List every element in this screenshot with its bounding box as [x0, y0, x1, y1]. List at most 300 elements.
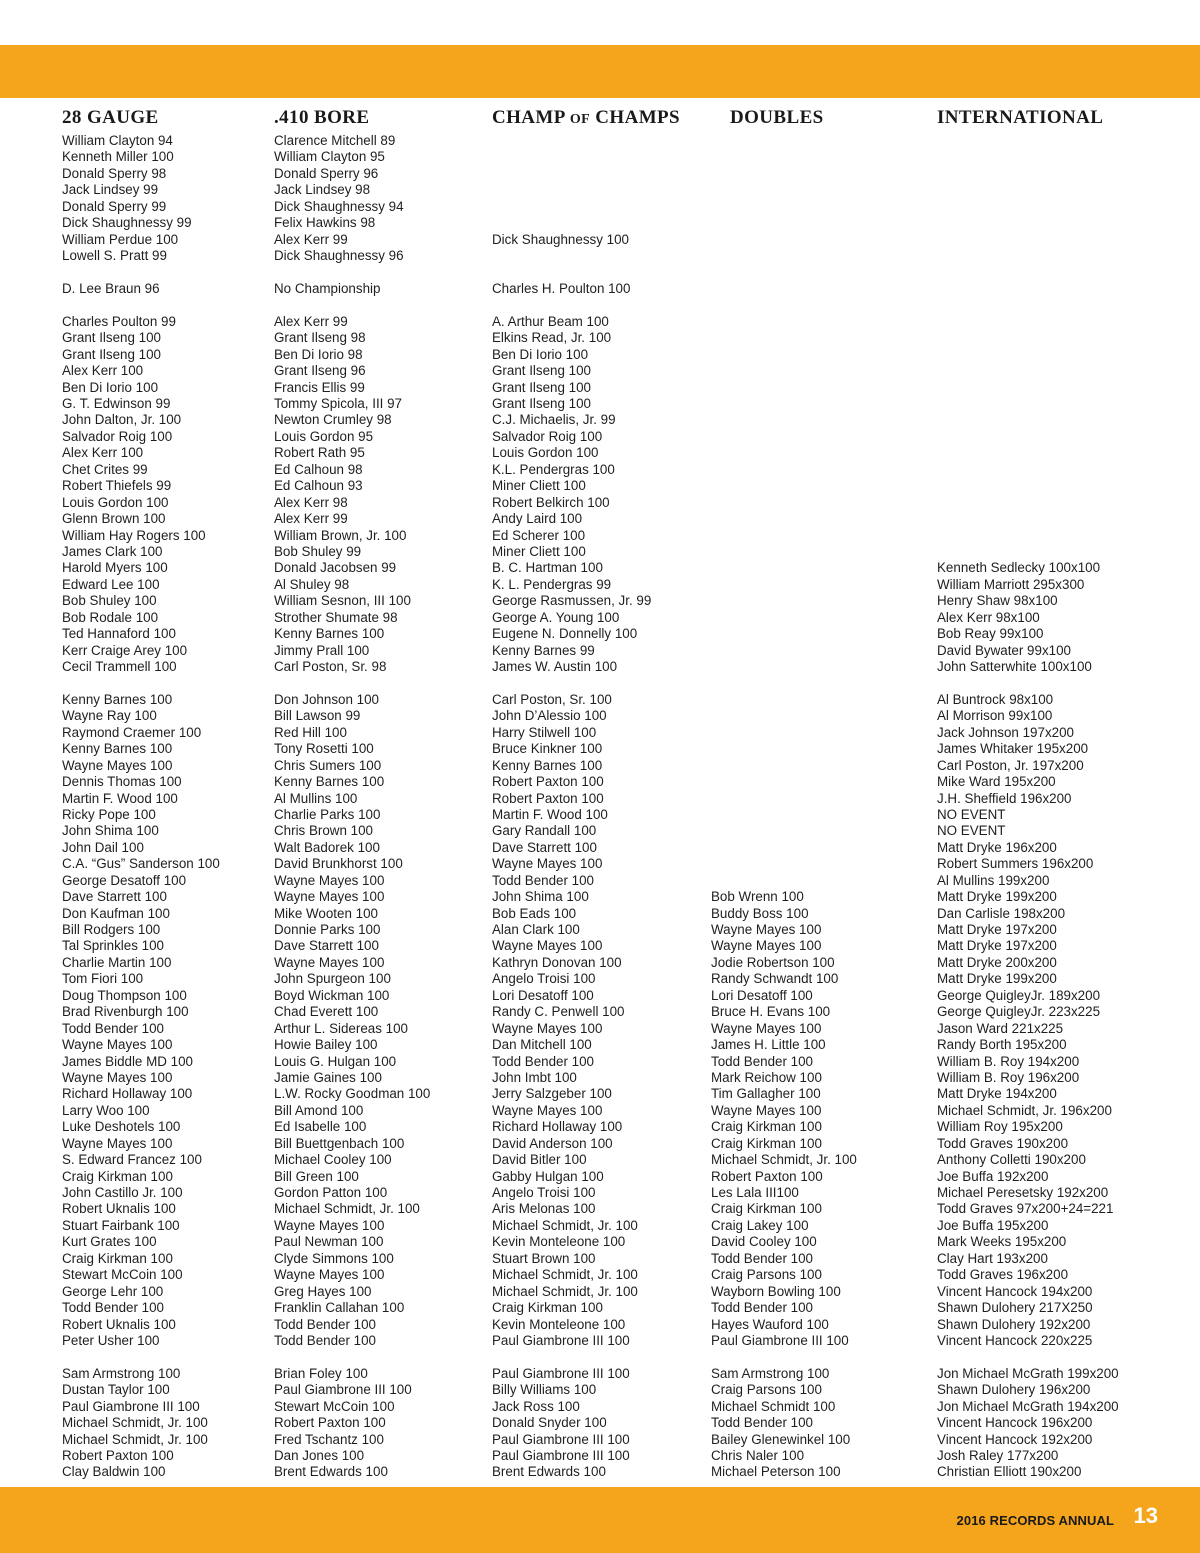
record-entry: Shawn Dulohery 196x200 [937, 1382, 1091, 1398]
record-entry: Sam Armstrong 100 [62, 1365, 181, 1381]
record-entry: Randy Borth 195x200 [937, 1037, 1067, 1053]
record-entry: Robert Paxton 100 [711, 1168, 823, 1184]
record-entry: Raymond Craemer 100 [62, 724, 202, 740]
record-entry: Angelo Troisi 100 [492, 1185, 596, 1200]
record-entry: Michael Schmidt, Jr. 100 [492, 1217, 638, 1233]
record-entry: Wayborn Bowling 100 [711, 1283, 841, 1299]
record-entry: Charlie Parks 100 [274, 806, 381, 822]
record-entry: Matt Dryke 194x200 [937, 1086, 1057, 1102]
record-entry: Craig Kirkman 100 [711, 1119, 822, 1135]
record-entry: Joe Buffa 195x200 [937, 1217, 1049, 1233]
record-entry: Newton Crumley 98 [274, 412, 392, 428]
record-entry: Ed Scherer 100 [492, 527, 586, 543]
record-entry: Al Shuley 98 [274, 576, 350, 592]
record-entry: Lori Desatoff 100 [492, 987, 594, 1003]
record-entry: Wayne Mayes 100 [274, 889, 385, 905]
record-entry: Vincent Hancock 196x200 [937, 1415, 1093, 1431]
record-entry: Randy C. Penwell 100 [492, 1004, 625, 1020]
record-entry: Wayne Mayes 100 [492, 1020, 603, 1036]
blank-row [711, 708, 857, 724]
record-entry: Gabby Hulgan 100 [492, 1168, 604, 1184]
record-entry: Bill Lawson 99 [274, 708, 361, 724]
record-entry: Grant Ilseng 100 [492, 363, 592, 379]
record-entry: Kenny Barnes 100 [274, 774, 385, 790]
record-entry: William Perdue 100 [62, 231, 179, 247]
record-entry: Bob Eads 100 [492, 905, 577, 921]
record-entry: Mark Reichow 100 [711, 1069, 822, 1085]
record-entry: Craig Parsons 100 [711, 1382, 822, 1398]
record-entry: Alex Kerr 100 [62, 363, 144, 379]
record-entry: David Bitler 100 [492, 1152, 587, 1168]
record-entry: Dave Starrett 100 [62, 889, 167, 905]
record-entry: Jason Ward 221x225 [937, 1020, 1064, 1036]
record-entry: Louis G. Hulgan 100 [274, 1053, 397, 1069]
record-entry: William Clayton 95 [274, 149, 385, 165]
record-entry: Jack Lindsey 98 [274, 182, 371, 198]
record-entry: Wayne Ray 100 [62, 708, 157, 724]
record-entry: Brian Foley 100 [274, 1365, 368, 1381]
blank-row [711, 462, 857, 478]
record-entry: Red Hill 100 [274, 724, 347, 740]
record-entry: Todd Graves 190x200 [937, 1135, 1069, 1151]
blank-row [492, 265, 680, 281]
blank-row [492, 149, 680, 165]
record-entry: William Roy 195x200 [937, 1119, 1063, 1135]
record-entry: Todd Bender 100 [711, 1250, 813, 1266]
record-entry: A. Arthur Beam 100 [492, 313, 609, 329]
record-entry: Ben Di Iorio 98 [274, 346, 363, 362]
record-entry: Dustan Taylor 100 [62, 1382, 170, 1398]
record-entry: Josh Raley 177x200 [937, 1448, 1059, 1463]
record-entry: James Clark 100 [62, 543, 163, 559]
blank-row [711, 856, 857, 872]
record-entry: Wayne Mayes 100 [492, 856, 603, 872]
record-entry: George Rasmussen, Jr. 99 [492, 593, 652, 609]
record-entry: Joe Buffa 192x200 [937, 1168, 1049, 1184]
record-entry: Robert Paxton 100 [492, 774, 604, 790]
record-entry: Wayne Mayes 100 [62, 1135, 173, 1151]
blank-row [492, 297, 680, 313]
record-entry: John Castillo Jr. 100 [62, 1185, 183, 1200]
record-entry: Anthony Colletti 190x200 [937, 1152, 1086, 1168]
record-entry: NO EVENT [937, 823, 1006, 839]
record-entry: Jon Michael McGrath 199x200 [937, 1365, 1119, 1381]
record-entry: Michael Peterson 100 [711, 1464, 841, 1480]
record-entry: Bob Reay 99x100 [937, 626, 1044, 642]
column-rows [492, 133, 680, 1481]
record-entry: George Lehr 100 [62, 1283, 164, 1299]
blank-row [937, 363, 1119, 379]
record-entry: Michael Schmidt, Jr. 100 [492, 1283, 638, 1299]
record-entry: Miner Cliett 100 [492, 543, 586, 559]
record-entry: Wayne Mayes 100 [62, 757, 173, 773]
blank-row [937, 478, 1119, 494]
column-header-international: INTERNATIONAL [937, 107, 1104, 128]
record-entry: Grant Ilseng 100 [62, 346, 162, 362]
record-entry: Walt Badorek 100 [274, 839, 380, 855]
record-entry: Clarence Mitchell 89 [274, 133, 396, 148]
record-entry: Bob Wrenn 100 [711, 889, 804, 905]
blank-row [711, 314, 857, 330]
blank-row [711, 429, 857, 445]
record-entry: William B. Roy 194x200 [937, 1053, 1080, 1069]
record-entry: Alex Kerr 98x100 [937, 609, 1040, 625]
blank-row [937, 248, 1119, 264]
blank-row [937, 445, 1119, 461]
blank-row [711, 823, 857, 839]
record-entry: Dave Starrett 100 [274, 938, 379, 954]
record-entry: David Anderson 100 [492, 1135, 613, 1151]
blank-row [711, 182, 857, 198]
blank-row [937, 544, 1119, 560]
record-entry: Todd Bender 100 [274, 1332, 376, 1348]
record-entry: Chet Crites 99 [62, 461, 148, 477]
record-entry: Peter Usher 100 [62, 1332, 160, 1348]
record-entry: Elkins Read, Jr. 100 [492, 330, 612, 346]
blank-row [711, 643, 857, 659]
blank-row [937, 675, 1119, 691]
record-entry: Bill Green 100 [274, 1168, 359, 1184]
record-entry: Michael Schmidt, Jr. 100 [711, 1152, 857, 1168]
record-entry: Matt Dryke 197x200 [937, 938, 1057, 954]
record-entry: Hayes Wauford 100 [711, 1316, 829, 1332]
record-entry: William Clayton 94 [62, 133, 173, 148]
blank-row [711, 659, 857, 675]
record-entry: Chris Brown 100 [274, 823, 373, 839]
record-entry: Michael Schmidt, Jr. 100 [492, 1267, 638, 1283]
blank-row [937, 182, 1119, 198]
record-entry: Grant Ilseng 100 [492, 379, 592, 395]
record-entry: Grant Ilseng 100 [62, 330, 162, 346]
record-entry: Don Kaufman 100 [62, 905, 170, 921]
record-entry: Alex Kerr 100 [62, 445, 144, 461]
record-entry: James W. Austin 100 [492, 659, 618, 674]
header-part: CHAMP [492, 107, 570, 128]
blank-row [711, 1349, 857, 1365]
record-entry: Todd Bender 100 [62, 1020, 164, 1036]
blank-row [937, 396, 1119, 412]
record-entry: Dennis Thomas 100 [62, 774, 182, 790]
record-entry: G. T. Edwinson 99 [62, 396, 171, 411]
blank-row [711, 840, 857, 856]
record-entry: Vincent Hancock 192x200 [937, 1431, 1093, 1447]
record-entry: Grant Ilseng 98 [274, 330, 366, 346]
blank-row [62, 675, 220, 691]
blank-row [711, 528, 857, 544]
record-entry: Michael Peresetsky 192x200 [937, 1185, 1109, 1200]
record-entry: Harold Myers 100 [62, 560, 168, 576]
record-entry: William Sesnon, III 100 [274, 593, 411, 609]
column-rows [711, 133, 857, 1481]
blank-row [711, 412, 857, 428]
blank-row [711, 199, 857, 215]
record-entry: Carl Poston, Jr. 197x200 [937, 757, 1084, 773]
record-entry: Richard Hollaway 100 [62, 1086, 193, 1102]
record-entry: William Marriott 295x300 [937, 576, 1085, 592]
blank-row [711, 511, 857, 527]
record-entry: Michael Schmidt, Jr. 196x200 [937, 1102, 1112, 1118]
record-entry: Dave Starrett 100 [492, 839, 597, 855]
record-entry: Todd Bender 100 [711, 1415, 813, 1431]
record-entry: Ben Di Iorio 100 [62, 379, 159, 395]
record-entry: Wayne Mayes 100 [711, 938, 822, 954]
blank-row [937, 314, 1119, 330]
record-entry: William Brown, Jr. 100 [274, 527, 407, 543]
record-entry: Glenn Brown 100 [62, 511, 166, 527]
blank-row [274, 675, 430, 691]
blank-row [937, 1349, 1119, 1365]
blank-row [711, 610, 857, 626]
record-entry: Tony Rosetti 100 [274, 741, 374, 757]
record-entry: Robert Uknalis 100 [62, 1201, 176, 1217]
record-entry: Charlie Martin 100 [62, 954, 172, 970]
column-rows [274, 133, 430, 1481]
record-entry: Clay Baldwin 100 [62, 1464, 166, 1480]
record-entry: Paul Giambrone III 100 [492, 1448, 630, 1463]
record-entry: Christian Elliott 190x200 [937, 1464, 1082, 1480]
record-entry: Dan Carlisle 198x200 [937, 905, 1066, 921]
record-entry: Ed Calhoun 98 [274, 461, 363, 477]
blank-row [711, 265, 857, 281]
record-entry: Dick Shaughnessy 99 [62, 215, 192, 231]
blank-row [711, 166, 857, 182]
record-entry: Martin F. Wood 100 [492, 806, 608, 822]
record-entry: Buddy Boss 100 [711, 905, 809, 921]
record-entry: Wayne Mayes 100 [711, 922, 822, 937]
header-band [0, 45, 1200, 98]
record-entry: Bob Rodale 100 [62, 609, 159, 625]
blank-row [711, 215, 857, 231]
record-entry: Strother Shumate 98 [274, 609, 398, 625]
record-entry: Matt Dryke 199x200 [937, 971, 1057, 987]
blank-row [711, 725, 857, 741]
record-entry: C.J. Michaelis, Jr. 99 [492, 412, 616, 428]
blank-row [711, 807, 857, 823]
record-entry: Kenneth Sedlecky 100x100 [937, 560, 1101, 576]
blank-row [937, 166, 1119, 182]
blank-row [711, 758, 857, 774]
column-champ-of-champs [492, 106, 680, 1481]
record-entry: Charles Poulton 99 [62, 313, 176, 329]
record-entry: Robert Thiefels 99 [62, 478, 172, 494]
record-entry: Kevin Monteleone 100 [492, 1234, 626, 1250]
blank-row [711, 560, 857, 576]
record-entry: David Cooley 100 [711, 1234, 817, 1250]
record-entry: Lori Desatoff 100 [711, 987, 813, 1003]
blank-row [937, 511, 1119, 527]
blank-row [711, 675, 857, 691]
record-entry: Cecil Trammell 100 [62, 659, 177, 674]
record-entry: Felix Hawkins 98 [274, 215, 376, 231]
record-entry: Louis Gordon 95 [274, 428, 374, 444]
record-entry: Chris Naler 100 [711, 1448, 805, 1463]
record-entry: Clyde Simmons 100 [274, 1250, 394, 1266]
record-entry: John Shima 100 [62, 823, 159, 839]
record-entry: Arthur L. Sidereas 100 [274, 1020, 408, 1036]
record-entry: Donnie Parks 100 [274, 922, 381, 937]
blank-row [711, 445, 857, 461]
record-entry: Todd Bender 100 [62, 1300, 164, 1316]
record-entry: Michael Schmidt, Jr. 100 [62, 1415, 208, 1431]
blank-row [62, 265, 220, 281]
record-entry: Randy Schwandt 100 [711, 971, 839, 987]
record-entry: John Satterwhite 100x100 [937, 659, 1092, 674]
record-entry: Shawn Dulohery 192x200 [937, 1316, 1091, 1332]
blank-row [274, 265, 430, 281]
record-entry: Salvador Roig 100 [62, 428, 173, 444]
record-entry: Wayne Mayes 100 [492, 1102, 603, 1118]
record-entry: Alex Kerr 99 [274, 231, 348, 247]
record-entry: Andy Laird 100 [492, 511, 583, 527]
record-entry: Craig Kirkman 100 [492, 1300, 603, 1316]
record-entry: Paul Giambrone III 100 [274, 1382, 412, 1398]
page-number: 13 [1133, 1503, 1158, 1528]
blank-row [711, 593, 857, 609]
record-entry: Dick Shaughnessy 100 [492, 231, 629, 247]
record-entry: Bob Shuley 99 [274, 543, 362, 559]
record-entry: Salvador Roig 100 [492, 428, 603, 444]
record-entry: John Spurgeon 100 [274, 971, 391, 987]
record-entry: Howie Bailey 100 [274, 1037, 378, 1053]
record-entry: Doug Thompson 100 [62, 987, 187, 1003]
record-entry: John Dail 100 [62, 839, 144, 855]
record-entry: Craig Kirkman 100 [711, 1135, 822, 1151]
blank-row [711, 330, 857, 346]
blank-row [711, 149, 857, 165]
record-entry: James Whitaker 195x200 [937, 741, 1089, 757]
record-entry: Brad Rivenburgh 100 [62, 1004, 189, 1020]
record-entry: Michael Schmidt 100 [711, 1398, 836, 1414]
blank-row [711, 873, 857, 889]
record-entry: Bruce H. Evans 100 [711, 1004, 831, 1020]
record-entry: B. C. Hartman 100 [492, 560, 603, 576]
record-entry: Craig Kirkman 100 [711, 1201, 822, 1217]
blank-row [937, 528, 1119, 544]
record-entry: Miner Cliett 100 [492, 478, 586, 494]
record-entry: Al Mullins 199x200 [937, 872, 1050, 888]
record-entry: Greg Hayes 100 [274, 1283, 372, 1299]
record-entry: Kerr Craige Arey 100 [62, 642, 188, 658]
record-entry: Todd Graves 97x200+24=221 [937, 1201, 1114, 1217]
record-entry: Paul Newman 100 [274, 1234, 384, 1250]
record-entry: Eugene N. Donnelly 100 [492, 626, 638, 642]
record-entry: John Dalton, Jr. 100 [62, 412, 182, 428]
record-entry: George QuigleyJr. 189x200 [937, 987, 1101, 1003]
column-rows [62, 133, 220, 1481]
record-entry: Robert Paxton 100 [62, 1448, 174, 1463]
record-entry: Kenny Barnes 100 [62, 691, 173, 707]
record-entry: Don Johnson 100 [274, 691, 379, 707]
column-header-28-gauge: 28 GAUGE [62, 107, 159, 128]
record-entry: Ricky Pope 100 [62, 806, 156, 822]
record-entry: Mark Weeks 195x200 [937, 1234, 1067, 1250]
record-entry: Gary Randall 100 [492, 823, 597, 839]
blank-row [492, 133, 680, 149]
record-entry: Bill Rodgers 100 [62, 922, 161, 937]
column-international [937, 106, 1119, 1481]
record-entry: Luke Deshotels 100 [62, 1119, 181, 1135]
record-entry: Robert Belkirch 100 [492, 494, 610, 510]
record-entry: Todd Bender 100 [492, 1053, 594, 1069]
record-entry: Robert Paxton 100 [492, 790, 604, 806]
record-entry: Louis Gordon 100 [62, 494, 169, 510]
blank-row [937, 380, 1119, 396]
record-entry: Jodie Robertson 100 [711, 954, 835, 970]
blank-row [937, 149, 1119, 165]
record-entry: Donald Sperry 99 [62, 198, 167, 214]
blank-row [711, 626, 857, 642]
blank-row [711, 281, 857, 297]
record-entry: Bill Buettgenbach 100 [274, 1135, 405, 1151]
blank-row [711, 248, 857, 264]
record-entry: Tal Sprinkles 100 [62, 938, 164, 954]
record-entry: James Biddle MD 100 [62, 1053, 193, 1069]
record-entry: Jerry Salzgeber 100 [492, 1086, 612, 1102]
record-entry: Jack Lindsey 99 [62, 182, 159, 198]
record-entry: Craig Parsons 100 [711, 1267, 822, 1283]
record-entry: Wayne Mayes 100 [62, 1037, 173, 1053]
record-entry: Kenny Barnes 100 [62, 741, 173, 757]
blank-row [711, 495, 857, 511]
record-entry: Craig Lakey 100 [711, 1217, 809, 1233]
record-entry: John D’Alessio 100 [492, 708, 607, 724]
record-entry: K.L. Pendergras 100 [492, 461, 615, 477]
record-entry: Tommy Spicola, III 97 [274, 396, 403, 411]
record-entry: D. Lee Braun 96 [62, 280, 160, 296]
record-entry: Tim Gallagher 100 [711, 1086, 821, 1102]
blank-row [937, 347, 1119, 363]
record-entry: Alan Clark 100 [492, 922, 580, 937]
record-entry: Franklin Callahan 100 [274, 1300, 405, 1316]
record-entry: Paul Giambrone III 100 [492, 1365, 630, 1381]
record-entry: Kathryn Donovan 100 [492, 954, 622, 970]
blank-row [711, 297, 857, 313]
record-entry: Kenny Barnes 100 [492, 757, 603, 773]
record-entry: Robert Paxton 100 [274, 1415, 386, 1431]
record-entry: George QuigleyJr. 223x225 [937, 1004, 1101, 1020]
record-entry: Todd Bender 100 [274, 1316, 376, 1332]
record-entry: Donald Snyder 100 [492, 1415, 607, 1431]
blank-row [492, 675, 680, 691]
record-entry: Boyd Wickman 100 [274, 987, 390, 1003]
record-entry: Bill Amond 100 [274, 1102, 364, 1118]
record-entry: Wayne Mayes 100 [492, 938, 603, 954]
blank-row [937, 265, 1119, 281]
record-entry: Paul Giambrone III 100 [711, 1332, 849, 1348]
record-entry: Todd Bender 100 [711, 1053, 813, 1069]
record-entry: Les Lala III100 [711, 1185, 799, 1200]
record-entry: Clay Hart 193x200 [937, 1250, 1048, 1266]
record-entry: Brent Edwards 100 [492, 1464, 606, 1480]
record-entry: Grant Ilseng 96 [274, 363, 366, 379]
record-entry: Ben Di Iorio 100 [492, 346, 589, 362]
record-entry: Ed Isabelle 100 [274, 1119, 367, 1135]
record-entry: Stewart McCoin 100 [62, 1267, 183, 1283]
record-entry: No Championship [274, 280, 381, 296]
record-entry: George Desatoff 100 [62, 872, 187, 888]
record-entry: Al Morrison 99x100 [937, 708, 1053, 724]
record-entry: Stewart McCoin 100 [274, 1398, 395, 1414]
record-entry: William B. Roy 196x200 [937, 1069, 1080, 1085]
record-entry: Al Mullins 100 [274, 790, 358, 806]
record-entry: Grant Ilseng 100 [492, 396, 592, 411]
blank-row [711, 232, 857, 248]
record-entry: Gordon Patton 100 [274, 1185, 388, 1200]
record-entry: C.A. “Gus” Sanderson 100 [62, 856, 220, 872]
blank-row [937, 495, 1119, 511]
column-rows [937, 133, 1119, 1481]
record-entry: L.W. Rocky Goodman 100 [274, 1086, 431, 1102]
